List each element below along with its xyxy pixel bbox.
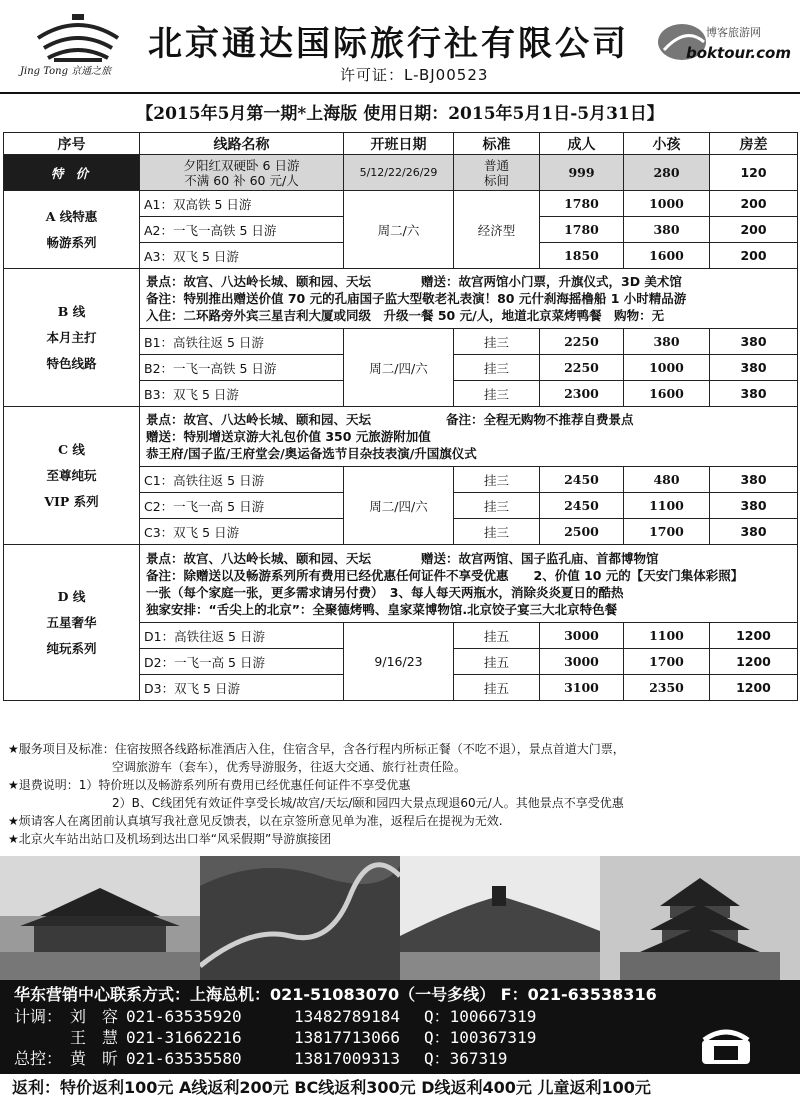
- logo-right-cn: 博客旅游网: [706, 26, 761, 39]
- issue-title: 【2015年5月第一期*上海版 使用日期：2015年5月1日-5月31日】: [0, 92, 800, 132]
- route-name: A1：双高铁 5 日游: [140, 191, 344, 217]
- adult-price: 3000: [540, 623, 624, 649]
- special-room-diff: 120: [710, 155, 798, 191]
- standard: 挂五: [454, 649, 540, 675]
- a-standard: 经济型: [454, 191, 540, 269]
- license-number: 许可证：L-BJ00523: [340, 66, 489, 84]
- standard: 挂三: [454, 519, 540, 545]
- standard: 挂三: [454, 355, 540, 381]
- special-route: 夕阳红双硬卧 6 日游 不满 60 补 60 元/人: [140, 155, 344, 191]
- room-diff: 200: [710, 217, 798, 243]
- adult-price: 1850: [540, 243, 624, 269]
- route-name: B2：一飞一高铁 5 日游: [140, 355, 344, 381]
- adult-price: 2250: [540, 355, 624, 381]
- note-service-cont: 空调旅游车（套车），优秀导游服务，往返大交通、旅行社责任险。: [112, 760, 467, 774]
- child-price: 1100: [624, 623, 710, 649]
- room-diff: 200: [710, 243, 798, 269]
- table-row-b-desc: [4, 269, 798, 329]
- route-name: D1：高铁往返 5 日游: [140, 623, 344, 649]
- price-table: [3, 132, 798, 701]
- standard: 挂三: [454, 467, 540, 493]
- col-header-adult: 成人: [540, 133, 624, 155]
- special-dates: 5/12/22/26/29: [344, 155, 454, 191]
- child-price: 1700: [624, 519, 710, 545]
- d-dates: 9/16/23: [344, 623, 454, 701]
- room-diff: 200: [710, 191, 798, 217]
- col-header-route: 线路名称: [140, 133, 344, 155]
- child-price: 1600: [624, 381, 710, 407]
- col-header-dates: 开班日期: [344, 133, 454, 155]
- route-name: C3：双飞 5 日游: [140, 519, 344, 545]
- route-name: D3：双飞 5 日游: [140, 675, 344, 701]
- great-wall-photo: [200, 856, 400, 980]
- col-header-child: 小孩: [624, 133, 710, 155]
- table-row-d-desc: [4, 545, 798, 623]
- route-name: C2：一飞一高 5 日游: [140, 493, 344, 519]
- company-name: 北京通达国际旅行社有限公司: [148, 24, 629, 64]
- table-row-special: [4, 155, 798, 191]
- room-diff: 380: [710, 355, 798, 381]
- adult-price: 2450: [540, 467, 624, 493]
- special-label: 特 价: [4, 155, 140, 191]
- route-name: A3：双飞 5 日游: [140, 243, 344, 269]
- adult-price: 3100: [540, 675, 624, 701]
- route-name: A2：一飞一高铁 5 日游: [140, 217, 344, 243]
- b-dates: 周二/四/六: [344, 329, 454, 407]
- adult-price: 1780: [540, 217, 624, 243]
- child-price: 1000: [624, 355, 710, 381]
- table-header-row: [4, 133, 798, 155]
- special-adult-price: 999: [540, 155, 624, 191]
- logo-left-text: Jing Tong 京通之旅: [20, 66, 112, 77]
- child-price: 1100: [624, 493, 710, 519]
- rebate-line: 返利：特价返利100元 A线返利200元 BC线返利300元 D线返利400元 儿童返利100元: [0, 1072, 800, 1100]
- table-row: [4, 191, 798, 217]
- adult-price: 2300: [540, 381, 624, 407]
- operator-row: 总控： 黄 昕 021-63535580 13817009313 Q：367319: [14, 1049, 508, 1068]
- adult-price: 2500: [540, 519, 624, 545]
- room-diff: 380: [710, 467, 798, 493]
- c-dates: 周二/四/六: [344, 467, 454, 545]
- temple-of-heaven-photo: [600, 856, 800, 980]
- room-diff: 1200: [710, 623, 798, 649]
- room-diff: 380: [710, 519, 798, 545]
- note-service: ★服务项目及标准：住宿按照各线路标准酒店入住，住宿含早，含各行程内所标正餐（不吃不退），景点首道大门票，: [8, 742, 625, 756]
- standard: 挂三: [454, 329, 540, 355]
- route-name: C1：高铁往返 5 日游: [140, 467, 344, 493]
- child-price: 480: [624, 467, 710, 493]
- special-standard: 普通 标间: [454, 155, 540, 191]
- d-series-label: D 线 五星奢华 纯玩系列: [4, 545, 140, 701]
- standard: 挂三: [454, 493, 540, 519]
- service-notes: [8, 740, 794, 848]
- standard: 挂五: [454, 675, 540, 701]
- note-refund: ★退费说明：1）特价班以及畅游系列所有费用已经优惠任何证件不享受优惠: [8, 778, 411, 792]
- child-price: 1600: [624, 243, 710, 269]
- note-feedback: ★烦请客人在离团前认真填写我社意见反馈表，以在京签所意见单为准，返程后在提视为无效.: [8, 814, 503, 828]
- route-name: B1：高铁往返 5 日游: [140, 329, 344, 355]
- contact-footer: [0, 980, 800, 1072]
- b-description: 景点：故宫、八达岭长城、颐和园、天坛 赠送：故宫两馆小门票，升旗仪式，3D 美术馆 备注：特别推出赠送价值 70 元的孔庙国子监大型敬老礼表演！80 元什刹海摇橹船 1 小时精品游 入住：二环路旁外宾三星吉利大厦或同级 升级一餐 50 元/人，地道北京菜烤鸭餐 购物：无: [140, 269, 798, 329]
- logo-right-en: boktour.com: [686, 44, 791, 62]
- child-price: 1700: [624, 649, 710, 675]
- adult-price: 2450: [540, 493, 624, 519]
- child-price: 2350: [624, 675, 710, 701]
- col-header-room-diff: 房差: [710, 133, 798, 155]
- c-description: 景点：故宫、八达岭长城、颐和园、天坛 备注：全程无购物不推荐自费景点 赠送：特别增送京游大礼包价值 350 元旅游附加值 恭王府/国子监/王府堂会/奥运备选节目杂技表演/升国旗仪式: [140, 407, 798, 467]
- child-price: 380: [624, 217, 710, 243]
- contact-line: 华东营销中心联系方式：上海总机：021-51083070（一号多线） F：021-63538316: [14, 985, 657, 1004]
- child-price: 1000: [624, 191, 710, 217]
- c-series-label: C 线 至尊纯玩 VIP 系列: [4, 407, 140, 545]
- telephone-icon: [700, 1028, 752, 1066]
- note-refund-cont: 2）B、C线团凭有效证件享受长城/故宫/天坛/颐和园四大景点现退60元/人。其他景点不享受优惠: [112, 796, 624, 810]
- d-description: 景点：故宫、八达岭长城、颐和园、天坛 赠送：故宫两馆、国子监孔庙、首都博物馆 备注：除赠送以及畅游系列所有费用已经优惠任何证件不享受优惠 2、价值 10 元的【天安门集体彩照】 一张（每个家庭一张，更多需求请另付费） 3、每人每天两瓶水，消除炎炎夏日的酷热 独家安排：“舌尖上的北京”：全聚德烤鸭、皇家菜博物馆.北京饺子宴三大北京特色餐: [140, 545, 798, 623]
- table-row-c-desc: [4, 407, 798, 467]
- room-diff: 380: [710, 381, 798, 407]
- room-diff: 1200: [710, 649, 798, 675]
- summer-palace-photo: [400, 856, 600, 980]
- a-dates: 周二/六: [344, 191, 454, 269]
- adult-price: 1780: [540, 191, 624, 217]
- adult-price: 3000: [540, 649, 624, 675]
- a-series-label: A 线特惠 畅游系列: [4, 191, 140, 269]
- route-name: D2：一飞一高 5 日游: [140, 649, 344, 675]
- photo-strip: [0, 856, 800, 980]
- operator-row: 王 慧 021-31662216 13817713066 Q：100367319: [70, 1028, 537, 1047]
- room-diff: 380: [710, 493, 798, 519]
- header: [0, 0, 800, 88]
- adult-price: 2250: [540, 329, 624, 355]
- note-pickup: ★北京火车站出站口及机场到达出口举“风采假期”导游旗接团: [8, 832, 332, 846]
- special-child-price: 280: [624, 155, 710, 191]
- forbidden-city-photo: [0, 856, 200, 980]
- b-series-label: B 线 本月主打 特色线路: [4, 269, 140, 407]
- route-name: B3：双飞 5 日游: [140, 381, 344, 407]
- standard: 挂三: [454, 381, 540, 407]
- operator-row: 计调： 刘 容 021-63535920 13482789184 Q：100667319: [14, 1007, 537, 1026]
- child-price: 380: [624, 329, 710, 355]
- room-diff: 1200: [710, 675, 798, 701]
- room-diff: 380: [710, 329, 798, 355]
- standard: 挂五: [454, 623, 540, 649]
- col-header-standard: 标准: [454, 133, 540, 155]
- col-header-no: 序号: [4, 133, 140, 155]
